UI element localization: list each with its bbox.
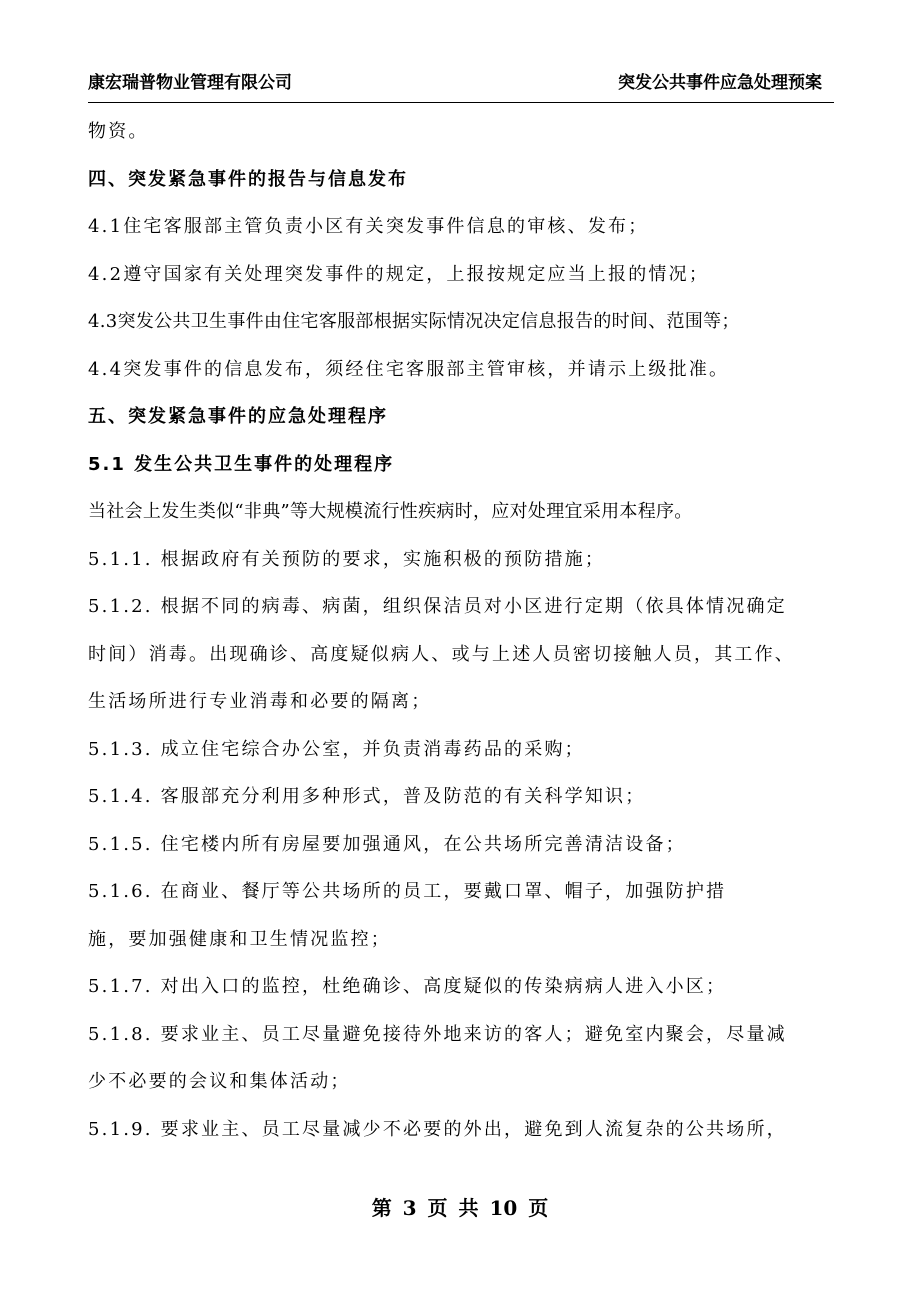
paragraph-line: 5.1.3. 成立住宅综合办公室，并负责消毒药品的采购； [88, 738, 585, 760]
paragraph-line: 时间）消毒。出现确诊、高度疑似病人、或与上述人员密切接触人员，其工作、 [88, 643, 795, 665]
company-name: 康宏瑞普物业管理有限公司 [88, 73, 292, 93]
paragraph-line: 物资。 [88, 121, 149, 142]
section-heading: 五、突发紧急事件的应急处理程序 [88, 406, 388, 427]
section-heading: 四、突发紧急事件的报告与信息发布 [88, 168, 408, 190]
paragraph-line: 5.1.2. 根据不同的病毒、病菌，组织保洁员对小区进行定期（依具体情况确定 [88, 596, 787, 617]
document-body [88, 108, 836, 1153]
paragraph-line: 施，要加强健康和卫生情况监控； [88, 928, 391, 950]
paragraph-line: 5.1.1. 根据政府有关预防的要求，实施积极的预防措施； [88, 548, 606, 570]
paragraph-line: 5.1.4. 客服部充分利用多种形式，普及防范的有关科学知识； [88, 786, 646, 807]
paragraph-line: 4.1住宅客服部主管负责小区有关突发事件信息的审核、发布； [88, 216, 649, 237]
paragraph-line: 5.1.8. 要求业主、员工尽量避免接待外地来访的客人；避免室内聚会，尽量减 [88, 1023, 787, 1045]
paragraph-line: 当社会上发生类似“非典”等大规模流行性疾病时，应对处理宜采用本程序。 [88, 501, 693, 522]
page-number: 第 3 页 共 10 页 [371, 1196, 549, 1220]
paragraph-line: 4.2遵守国家有关处理突发事件的规定，上报按规定应当上报的情况； [88, 263, 710, 285]
paragraph-line: 4.3突发公共卫生事件由住宅客服部根据实际情况决定信息报告的时间、范围等； [88, 311, 740, 332]
paragraph-line: 5.1.6. 在商业、餐厅等公共场所的员工，要戴口罩、帽子，加强防护措 [88, 881, 727, 902]
page-header [88, 62, 834, 103]
paragraph-line: 5.1.7. 对出入口的监控，杜绝确诊、高度疑似的传染病病人进入小区； [88, 976, 727, 997]
paragraph-line: 少不必要的会议和集体活动； [88, 1071, 351, 1092]
paragraph-line: 生活场所进行专业消毒和必要的隔离； [88, 691, 432, 712]
subsection-heading: 5.1 发生公共卫生事件的处理程序 [88, 453, 395, 475]
paragraph-line: 5.1.5. 住宅楼内所有房屋要加强通风，在公共场所完善清洁设备； [88, 833, 686, 855]
paragraph-line: 4.4突发事件的信息发布，须经住宅客服部主管审核，并请示上级批准。 [88, 358, 730, 380]
paragraph-line: 5.1.9. 要求业主、员工尽量减少不必要的外出，避免到人流复杂的公共场所， [88, 1118, 787, 1140]
document-title: 突发公共事件应急处理预案 [618, 73, 822, 93]
